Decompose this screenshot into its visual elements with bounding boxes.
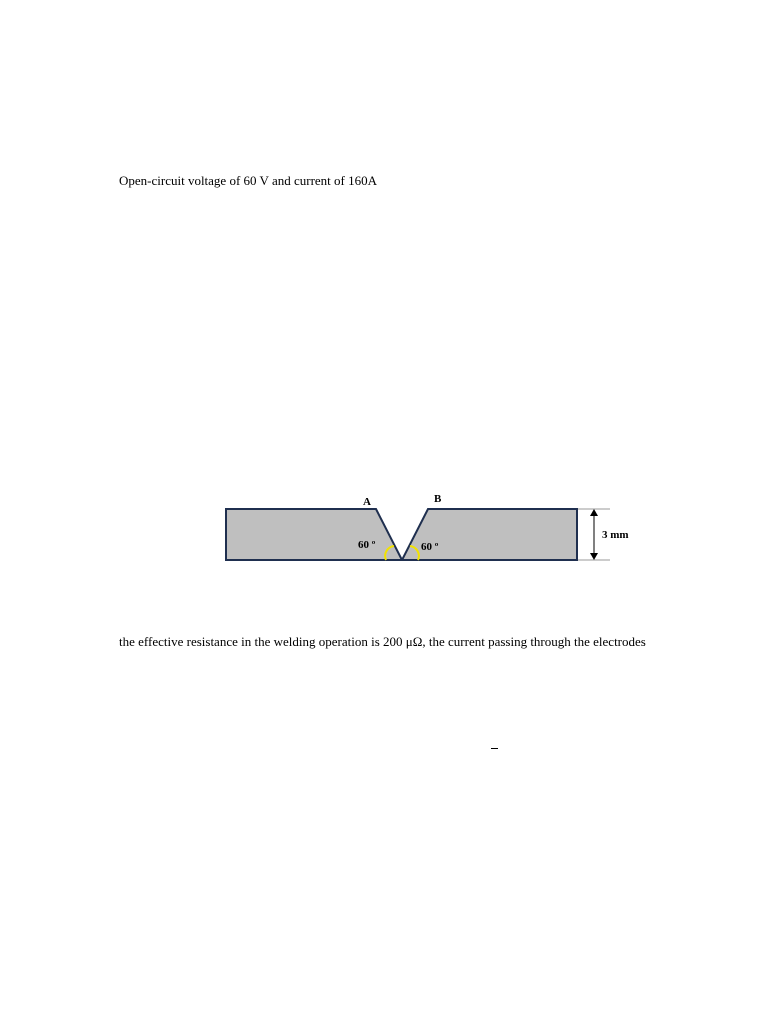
problem-text-line-1: Open-circuit voltage of 60 V and current of 160A xyxy=(119,173,378,188)
dimension-arrow-up xyxy=(590,509,598,516)
angle-label-right: 60 º xyxy=(421,541,439,553)
problem-text-line-2: the effective resistance in the welding operation is 200 μΩ, the current passing through the electrodes xyxy=(119,634,646,649)
thickness-label: 3 mm xyxy=(602,529,629,541)
stray-dash-mark xyxy=(491,748,498,749)
dimension-arrow-down xyxy=(590,553,598,560)
left-plate xyxy=(226,509,402,560)
label-b: B xyxy=(434,493,442,505)
label-a: A xyxy=(363,496,371,508)
angle-label-left: 60 º xyxy=(358,539,376,551)
